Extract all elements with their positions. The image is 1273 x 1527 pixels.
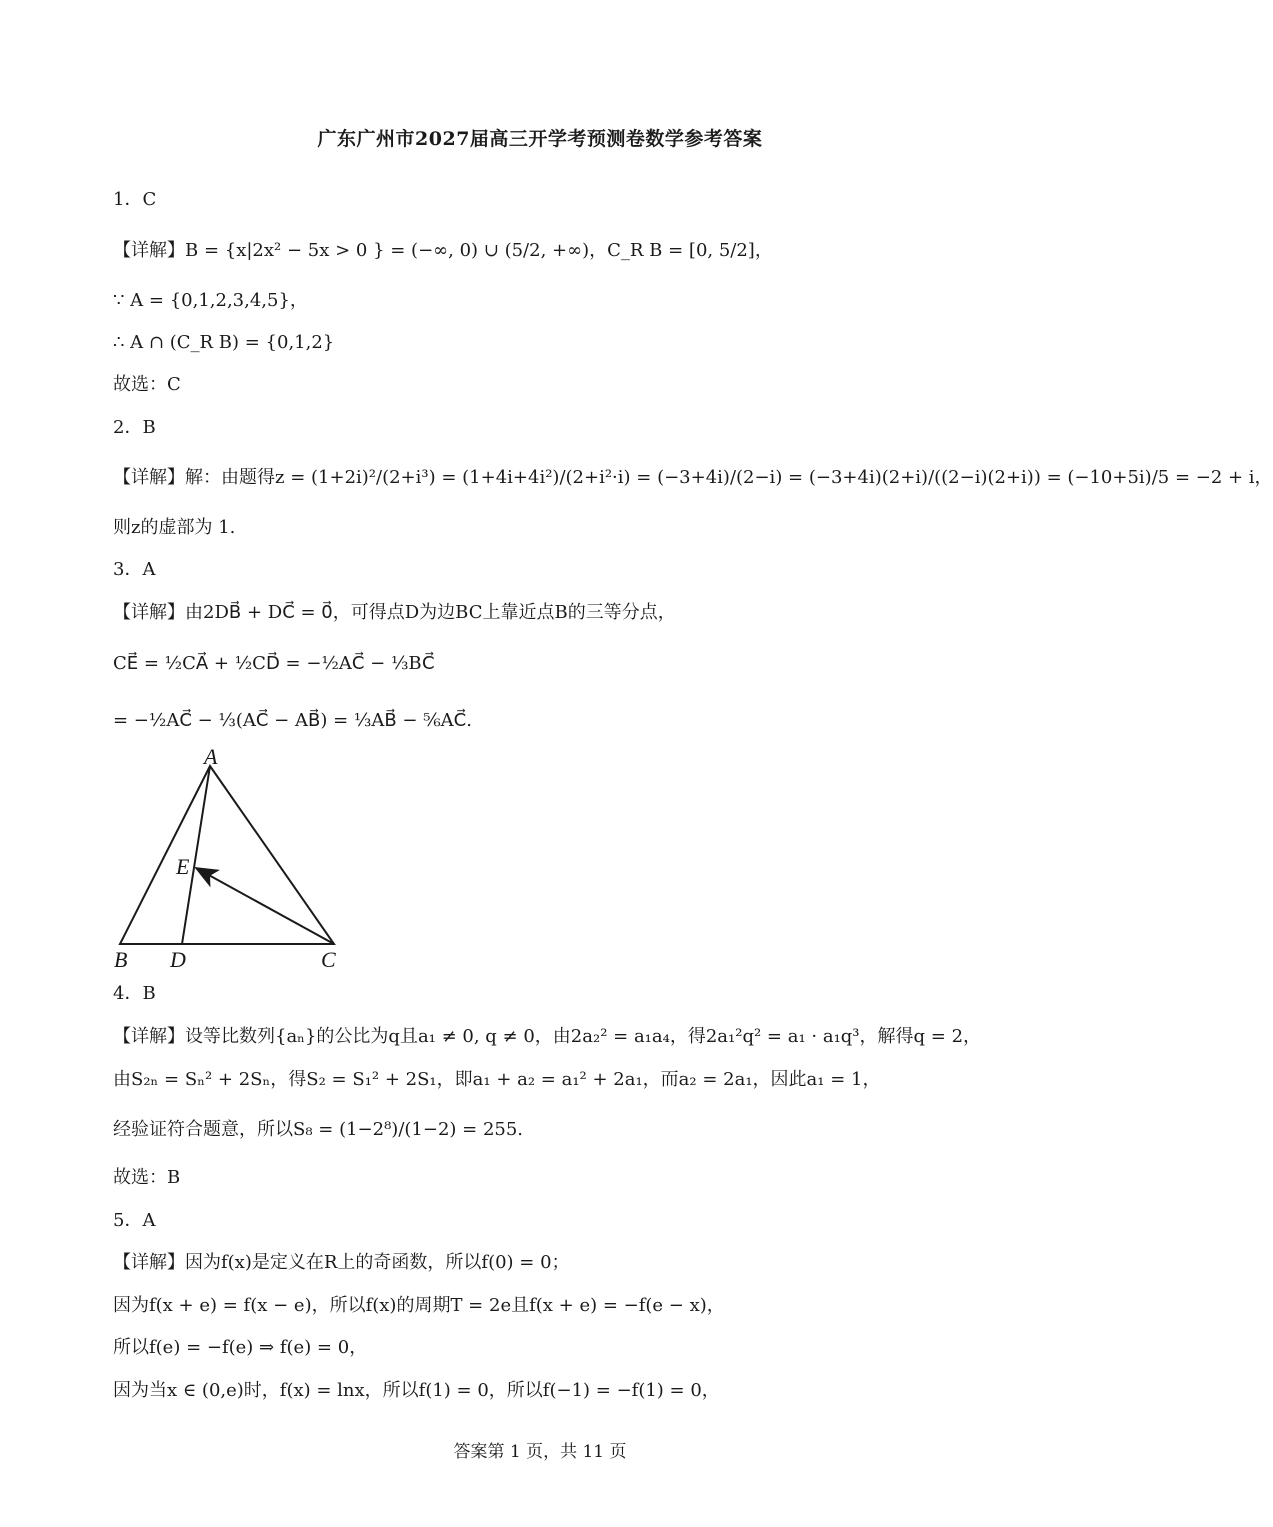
answer-1-detail: 【详解】B = {x|2x² − 5x > 0 } = (−∞, 0) ∪ (5/2, +∞)，C_R B = [0, 5/2]，	[113, 240, 773, 261]
answer-4-detail: 【详解】设等比数列{aₙ}的公比为q且a₁ ≠ 0, q ≠ 0，由2a₂² = a₁a₄，得2a₁²q² = a₁ · a₁q³，解得q = 2，	[113, 1026, 982, 1047]
label-c: C	[321, 947, 336, 972]
answer-1-line-3: ∴ A ∩ (C_R B) = {0,1,2}	[113, 332, 335, 353]
answer-4-heading: 4．B	[113, 983, 156, 1004]
answer-4-choice: 故选：B	[113, 1167, 181, 1188]
answer-5-line-2: 因为f(x + e) = f(x − e)，所以f(x)的周期T = 2e且f(x + e) = −f(e − x)，	[113, 1295, 725, 1316]
answer-5-line-3: 所以f(e) = −f(e) ⇒ f(e) = 0，	[113, 1337, 368, 1358]
answer-3-heading: 3．A	[113, 559, 156, 580]
page-footer: 答案第 1 页，共 11 页	[453, 1442, 627, 1462]
answer-2-conclusion: 则z的虚部为 1.	[113, 517, 236, 538]
answer-5-detail: 【详解】因为f(x)是定义在R上的奇函数，所以f(0) = 0；	[113, 1252, 570, 1273]
page-title: 广东广州市2027届高三开学考预测卷数学参考答案	[317, 128, 763, 150]
answer-4-line-2: 由S₂ₙ = Sₙ² + 2Sₙ，得S₂ = S₁² + 2S₁，即a₁ + a₂ = a₁² + 2a₁，而a₂ = 2a₁，因此a₁ = 1，	[113, 1069, 881, 1090]
label-e: E	[176, 854, 190, 879]
answer-4-line-3: 经验证符合题意，所以S₈ = (1−2⁸)/(1−2) = 255.	[113, 1119, 524, 1140]
answer-2-detail: 【详解】解：由题得z = (1+2i)²/(2+i³) = (1+4i+4i²)/(2+i²·i) = (−3+4i)/(2−i) = (−3+4i)(2+i)/((2−i)(2+i)) = (−10+5i)/5 = −2 + i，	[113, 467, 1273, 488]
answer-3-vector-line-2: = −½AC⃗ − ⅓(AC⃗ − AB⃗) = ⅓AB⃗ − ⅚AC⃗.	[113, 710, 472, 731]
label-b: B	[114, 947, 128, 972]
vector-ce-arrow	[196, 868, 334, 944]
answer-1-line-2: ∵ A = {0,1,2,3,4,5}，	[113, 290, 308, 311]
label-d: D	[170, 947, 186, 972]
answer-1-heading: 1．C	[113, 189, 157, 210]
answer-3-vector-line-1: CE⃗ = ½CA⃗ + ½CD⃗ = −½AC⃗ − ⅓BC⃗	[113, 653, 435, 674]
label-a: A	[204, 744, 218, 769]
answer-2-heading: 2．B	[113, 417, 156, 438]
answer-5-line-4: 因为当x ∈ (0,e)时，f(x) = lnx，所以f(1) = 0，所以f(−1) = −f(1) = 0，	[113, 1380, 720, 1401]
answer-5-heading: 5．A	[113, 1210, 156, 1231]
answer-3-detail: 【详解】由2DB⃗ + DC⃗ = 0⃗，可得点D为边BC上靠近点B的三等分点，	[113, 602, 676, 623]
triangle-figure	[108, 744, 348, 982]
answer-1-choice: 故选：C	[113, 374, 181, 395]
triangle-abc	[120, 766, 334, 944]
